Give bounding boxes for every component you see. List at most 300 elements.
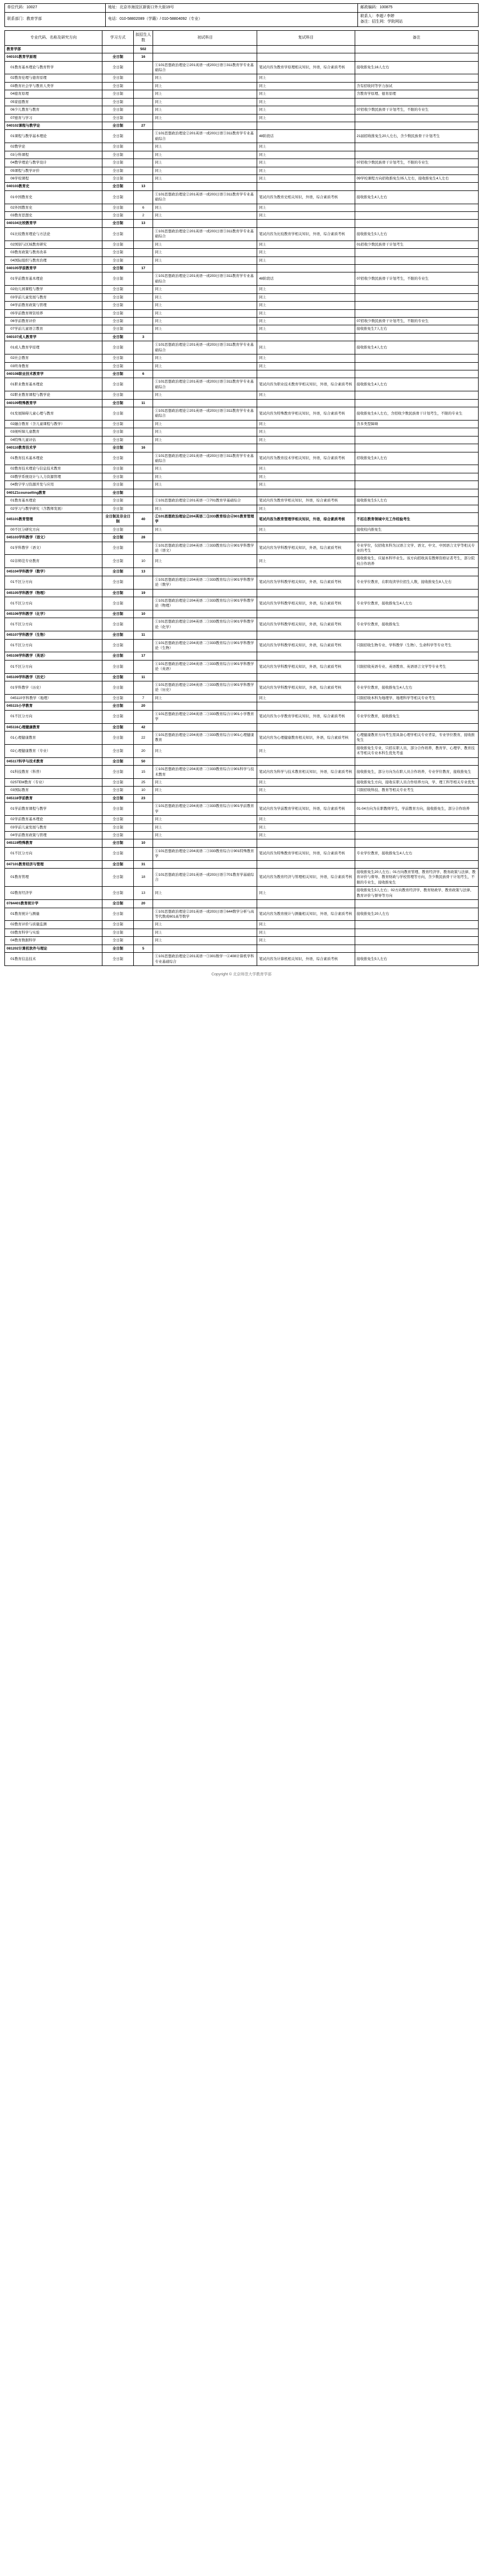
- cell-major-name: 04数字学习资源开发与应用: [5, 481, 102, 489]
- cell-major-name: 01教育信息技术: [5, 953, 102, 966]
- cell-retest-exam: 同上: [257, 887, 355, 900]
- cell-retest-exam: 笔试内容为计算机相关知识，外语，综合素质考核: [257, 953, 355, 966]
- cell-retest-exam: 笔试内容为教育统计与测量相关知识，外语，综合素质考核: [257, 908, 355, 921]
- table-row: [5, 465, 479, 473]
- cell-initial-exam: 同上: [153, 831, 257, 839]
- cell-enrollment-count: [133, 61, 153, 74]
- cell-note: [355, 473, 478, 481]
- table-row: [5, 174, 479, 182]
- table-row: [5, 82, 479, 90]
- meta-cell-postcode: [358, 4, 479, 13]
- cell-retest-exam: 同上: [257, 831, 355, 839]
- cell-initial-exam: 同上: [153, 481, 257, 489]
- cell-enrollment-count: [133, 526, 153, 533]
- cell-note: 接收推免生4人左右: [355, 378, 478, 391]
- table-row: [5, 265, 479, 272]
- table-row: [5, 732, 479, 745]
- table-row: [5, 45, 479, 53]
- cell-major-name: 02STEM教育（专业）: [5, 778, 102, 786]
- cell-major-name: 02国别与区域教育研究: [5, 241, 102, 248]
- cell-study-mode: 全日制: [102, 660, 134, 673]
- table-row: [5, 831, 479, 839]
- cell-enrollment-count: [133, 378, 153, 391]
- cell-major-name: 02非师范专业教育: [5, 555, 102, 568]
- cell-enrollment-count: [133, 362, 153, 370]
- cell-enrollment-count: [133, 929, 153, 936]
- table-row: [5, 407, 479, 421]
- cell-enrollment-count: 502: [133, 45, 153, 53]
- cell-initial-exam: 同上: [153, 241, 257, 248]
- cell-initial-exam: [153, 589, 257, 597]
- table-row: [5, 143, 479, 151]
- table-row: [5, 778, 479, 786]
- table-row: [5, 660, 479, 673]
- cell-enrollment-count: 28: [133, 534, 153, 542]
- cell-enrollment-count: [133, 823, 153, 831]
- cell-initial-exam: ①101思想政治理论②204英语二③333教育综合④901学科教学论（化学）: [153, 618, 257, 631]
- cell-study-mode: 全日制: [102, 399, 134, 407]
- cell-initial-exam: 同上: [153, 90, 257, 98]
- cell-note: 接收推免生5人左右: [355, 497, 478, 505]
- cell-initial-exam: ①101思想政治理论②201英语一或203日语③311教育学专业基础综合: [153, 190, 257, 204]
- cell-major-name: 教育学部: [5, 45, 102, 53]
- cell-retest-exam: [257, 652, 355, 660]
- cell-enrollment-count: [133, 249, 153, 256]
- cell-retest-exam: [257, 370, 355, 378]
- cell-major-name: 01发展障碍儿童心理与教育: [5, 407, 102, 421]
- cell-enrollment-count: [133, 167, 153, 174]
- cell-note: [355, 831, 478, 839]
- cell-enrollment-count: 3: [133, 333, 153, 341]
- cell-major-name: 06少儿教育与教育: [5, 106, 102, 114]
- cell-note: 专业学位教育，接收推免生: [355, 618, 478, 631]
- cell-study-mode: 全日制: [102, 436, 134, 444]
- cell-retest-exam: 笔试内容为学前教育学相关知识，外语，综合素质考核: [257, 803, 355, 816]
- cell-note: [355, 293, 478, 301]
- cell-major-name: 045103学科教学（语文）: [5, 534, 102, 542]
- cell-initial-exam: [153, 652, 257, 660]
- col-header-num: 拟招生人数: [133, 30, 153, 45]
- cell-enrollment-count: 42: [133, 723, 153, 731]
- cell-retest-exam: 笔试内容为心理健康教育相关知识，外语，综合素质考核: [257, 732, 355, 745]
- cell-enrollment-count: [133, 937, 153, 945]
- cell-enrollment-count: [133, 90, 153, 98]
- cell-study-mode: 全日制: [102, 847, 134, 860]
- cell-study-mode: 全日制: [102, 378, 134, 391]
- table-row: [5, 723, 479, 731]
- table-row: [5, 420, 479, 428]
- cell-note: [355, 937, 478, 945]
- cell-study-mode: 全日制: [102, 82, 134, 90]
- cell-initial-exam: [153, 702, 257, 710]
- cell-note: 21届招收推免生20人左右，含少数民族骨干计划考生: [355, 130, 478, 143]
- cell-initial-exam: 同上: [153, 937, 257, 945]
- cell-major-name: 045115小学教育: [5, 702, 102, 710]
- cell-note: [355, 333, 478, 341]
- cell-note: 接收校内推免生: [355, 526, 478, 533]
- cell-major-name: 081202计算机软件与理论: [5, 945, 102, 952]
- cell-enrollment-count: 10: [133, 839, 153, 847]
- cell-enrollment-count: [133, 256, 153, 264]
- cell-enrollment-count: 10: [133, 555, 153, 568]
- cell-retest-exam: [257, 610, 355, 618]
- table-row: [5, 505, 479, 512]
- cell-major-name: 01学科教学（语文）: [5, 542, 102, 555]
- cell-study-mode: 全日制: [102, 265, 134, 272]
- cell-initial-exam: [153, 444, 257, 452]
- table-row: [5, 293, 479, 301]
- cell-initial-exam: 同上: [153, 82, 257, 90]
- cell-initial-exam: 同上: [153, 823, 257, 831]
- admissions-catalog-page: [0, 0, 483, 984]
- table-row: [5, 370, 479, 378]
- cell-initial-exam: [153, 45, 257, 53]
- cell-note: 接收推免生5人左右: [355, 953, 478, 966]
- table-row: [5, 122, 479, 130]
- cell-retest-exam: [257, 723, 355, 731]
- cell-enrollment-count: [133, 576, 153, 589]
- cell-note: [355, 98, 478, 106]
- cell-study-mode: 全日制: [102, 497, 134, 505]
- cell-enrollment-count: [133, 341, 153, 354]
- cell-retest-exam: [257, 45, 355, 53]
- cell-note: [355, 929, 478, 936]
- cell-initial-exam: 同上: [153, 929, 257, 936]
- table-row: [5, 766, 479, 779]
- cell-study-mode: 全日制: [102, 354, 134, 362]
- cell-initial-exam: 同上: [153, 302, 257, 309]
- cell-initial-exam: 同上: [153, 98, 257, 106]
- table-row: [5, 354, 479, 362]
- cell-retest-exam: 同上: [257, 929, 355, 936]
- cell-enrollment-count: [133, 420, 153, 428]
- cell-study-mode: 全日制: [102, 908, 134, 921]
- cell-initial-exam: 同上: [153, 362, 257, 370]
- cell-note: 接收推免生方向，接收在职人员合作培养方向，学、理工科等相关专业优先: [355, 778, 478, 786]
- cell-note: 含多类型障碍: [355, 420, 478, 428]
- cell-study-mode: 全日制: [102, 534, 134, 542]
- cell-initial-exam: 同上: [153, 151, 257, 159]
- cell-enrollment-count: [133, 710, 153, 723]
- cell-retest-exam: [257, 589, 355, 597]
- table-row: [5, 860, 479, 868]
- cell-enrollment-count: [133, 681, 153, 695]
- cell-initial-exam: ①101思想政治理论②204英语二③333教育综合④901教育管理学: [153, 512, 257, 526]
- cell-note: 接收推免生4人左右: [355, 190, 478, 204]
- cell-major-name: 03教育社会学与教育人类学: [5, 82, 102, 90]
- cell-initial-exam: 同上: [153, 286, 257, 293]
- cell-retest-exam: 同上: [257, 420, 355, 428]
- cell-retest-exam: 笔试内容为教育学相关知识，外语，综合素质考核: [257, 497, 355, 505]
- cell-note: [355, 53, 478, 61]
- table-row: [5, 378, 479, 391]
- cell-initial-exam: 同上: [153, 887, 257, 900]
- cell-initial-exam: [153, 900, 257, 908]
- cell-note: [355, 794, 478, 802]
- table-row: [5, 953, 479, 966]
- cell-retest-exam: 同上: [257, 151, 355, 159]
- table-row: [5, 631, 479, 639]
- table-row: [5, 929, 479, 936]
- cell-study-mode: 全日制: [102, 465, 134, 473]
- cell-note: [355, 610, 478, 618]
- cell-retest-exam: 同上: [257, 204, 355, 211]
- cell-major-name: 05课程与教学评价: [5, 167, 102, 174]
- cell-enrollment-count: 11: [133, 631, 153, 639]
- cell-major-name: 01科技教育（科普）: [5, 766, 102, 779]
- cell-retest-exam: [257, 900, 355, 908]
- cell-study-mode: 全日制: [102, 204, 134, 211]
- cell-major-name: 040103教育史: [5, 183, 102, 190]
- cell-enrollment-count: 2: [133, 212, 153, 220]
- cell-study-mode: 全日制: [102, 90, 134, 98]
- cell-enrollment-count: 7: [133, 694, 153, 702]
- meta-value: 010-58802089（学籍）/ 010-58804092（专业）: [120, 17, 203, 21]
- cell-note: [355, 723, 478, 731]
- cell-enrollment-count: 15: [133, 766, 153, 779]
- cell-note: [355, 444, 478, 452]
- cell-initial-exam: 同上: [153, 317, 257, 325]
- table-row: [5, 823, 479, 831]
- cell-enrollment-count: [133, 505, 153, 512]
- cell-retest-exam: 笔试内容为学科教学相关知识，外语，综合素质考核: [257, 576, 355, 589]
- cell-study-mode: 全日制: [102, 106, 134, 114]
- meta-row: [5, 12, 479, 26]
- table-row: [5, 399, 479, 407]
- table-row: [5, 945, 479, 952]
- cell-study-mode: 全日制: [102, 227, 134, 241]
- cell-major-name: 02外国教育史: [5, 204, 102, 211]
- cell-study-mode: 全日制: [102, 391, 134, 399]
- cell-retest-exam: [257, 794, 355, 802]
- cell-study-mode: 全日制: [102, 839, 134, 847]
- cell-initial-exam: 同上: [153, 143, 257, 151]
- cell-initial-exam: 同上: [153, 816, 257, 823]
- cell-retest-exam: 笔试内容为教育技术学相关知识，外语，综合素质考核: [257, 452, 355, 465]
- cell-enrollment-count: 17: [133, 652, 153, 660]
- cell-study-mode: 全日制: [102, 341, 134, 354]
- table-row: [5, 576, 479, 589]
- meta-value: 招生网：学院网站: [372, 20, 403, 24]
- cell-note: 专业学位教育，接收推免生4人左右: [355, 597, 478, 610]
- cell-enrollment-count: [133, 82, 153, 90]
- cell-note: [355, 702, 478, 710]
- cell-study-mode: 全日制: [102, 114, 134, 122]
- cell-major-name: 040109特殊教育学: [5, 399, 102, 407]
- cell-initial-exam: ①101思想政治理论②204英语二③333教育综合④901学前教育学: [153, 803, 257, 816]
- cell-initial-exam: 同上: [153, 505, 257, 512]
- cell-major-name: 04特殊儿童评估: [5, 436, 102, 444]
- meta-cell-unit-code: [5, 4, 106, 13]
- cell-study-mode: 全日制: [102, 568, 134, 576]
- cell-note: [355, 286, 478, 293]
- table-row: [5, 183, 479, 190]
- cell-study-mode: 全日制: [102, 929, 134, 936]
- col-header-initial: 初试科目: [153, 30, 257, 45]
- cell-major-name: 01教育技术基本理论: [5, 452, 102, 465]
- cell-major-name: 04学前教育政策与管理: [5, 831, 102, 839]
- table-row: [5, 639, 479, 652]
- cell-major-name: 045109学科教学（历史）: [5, 673, 102, 681]
- cell-note: [355, 370, 478, 378]
- cell-major-name: 06学校课程: [5, 174, 102, 182]
- cell-note: 接收推免生20人左右: [355, 908, 478, 921]
- cell-major-name: 04德育原理: [5, 90, 102, 98]
- cell-retest-exam: 同上: [257, 114, 355, 122]
- cell-enrollment-count: [133, 481, 153, 489]
- contact-meta-table: [4, 3, 479, 27]
- cell-major-name: 03教学系统设计与人力资源管理: [5, 473, 102, 481]
- cell-enrollment-count: 13: [133, 220, 153, 227]
- cell-major-name: 01教育基本理论与教育哲学: [5, 61, 102, 74]
- cell-retest-exam: 同上: [257, 391, 355, 399]
- cell-initial-exam: ①101思想政治理论②204英语二③333教育综合④901心理健康教育: [153, 732, 257, 745]
- cell-note: 心理健康教育方向考生需具备心理学相关专业背景，专业学位教育，接收推免生: [355, 732, 478, 745]
- cell-note: 接收推免生7人左右: [355, 325, 478, 333]
- cell-initial-exam: 同上: [153, 428, 257, 436]
- col-header-note: 备注: [355, 30, 478, 45]
- meta-contact-person: [360, 14, 476, 20]
- cell-enrollment-count: [133, 542, 153, 555]
- cell-enrollment-count: 5: [133, 945, 153, 952]
- cell-major-name: 040110教育技术学: [5, 444, 102, 452]
- meta-remark: [360, 19, 476, 25]
- cell-initial-exam: [153, 265, 257, 272]
- table-row: [5, 757, 479, 765]
- cell-retest-exam: 同上: [257, 106, 355, 114]
- table-row: [5, 921, 479, 929]
- cell-note: 只限招收生物专业、学科教学（生物）、生命科学等专业考生: [355, 639, 478, 652]
- table-row: [5, 272, 479, 286]
- table-row: [5, 204, 479, 211]
- cell-study-mode: 全日制: [102, 732, 134, 745]
- table-row: [5, 74, 479, 82]
- cell-study-mode: 全日制: [102, 652, 134, 660]
- cell-note: 专业学位，仅招收本科为汉语言文学、语文、中文、中国语言文学等相关专业的考生: [355, 542, 478, 555]
- table-row: [5, 53, 479, 61]
- cell-initial-exam: 同上: [153, 694, 257, 702]
- cell-initial-exam: 同上: [153, 74, 257, 82]
- cell-study-mode: 全日制: [102, 921, 134, 929]
- cell-major-name: 045105学科教学（物理）: [5, 589, 102, 597]
- cell-retest-exam: 笔试内容为科学与技术教育相关知识，外语，综合素质考核: [257, 766, 355, 779]
- cell-study-mode: 全日制: [102, 325, 134, 333]
- table-row: [5, 694, 479, 702]
- cell-initial-exam: 同上: [153, 473, 257, 481]
- cell-major-name: 047101教育经济与管理: [5, 860, 102, 868]
- cell-initial-exam: 同上: [153, 921, 257, 929]
- cell-note: 07招收少数民族骨干计划考生，不限的专业生: [355, 272, 478, 286]
- cell-note: [355, 505, 478, 512]
- cell-major-name: 01教育统计与测量: [5, 908, 102, 921]
- cell-retest-exam: 笔试内容为学科教学相关知识，外语，综合素质考核: [257, 639, 355, 652]
- cell-initial-exam: [153, 860, 257, 868]
- cell-study-mode: 全日制: [102, 610, 134, 618]
- cell-retest-exam: 同上: [257, 473, 355, 481]
- meta-cell-address: [106, 4, 358, 13]
- cell-major-name: 01不区分方向: [5, 597, 102, 610]
- cell-initial-exam: ①101思想政治理论②201英语一③301数学一④408计算机学科专业基础综合: [153, 953, 257, 966]
- cell-study-mode: 全日制: [102, 293, 134, 301]
- cell-note: [355, 568, 478, 576]
- cell-study-mode: 全日制: [102, 639, 134, 652]
- cell-initial-exam: 同上: [153, 106, 257, 114]
- cell-major-name: 01不区分方向: [5, 847, 102, 860]
- cell-retest-exam: 同上: [257, 341, 355, 354]
- cell-note: [355, 167, 478, 174]
- cell-enrollment-count: 22: [133, 732, 153, 745]
- cell-enrollment-count: [133, 465, 153, 473]
- cell-study-mode: [102, 45, 134, 53]
- cell-note: [355, 816, 478, 823]
- cell-enrollment-count: [133, 227, 153, 241]
- meta-value: 北京市海淀区新街口外大街19号: [120, 6, 174, 9]
- cell-enrollment-count: 6: [133, 204, 153, 211]
- table-row: [5, 481, 479, 489]
- cell-retest-exam: 同上: [257, 362, 355, 370]
- cell-retest-exam: 笔试内容为特殊教育学相关知识，外语，综合素质考核: [257, 407, 355, 421]
- cell-initial-exam: ①101思想政治理论②201英语一或203日语③311教育学专业基础综合: [153, 61, 257, 74]
- cell-enrollment-count: [133, 452, 153, 465]
- cell-enrollment-count: 25: [133, 778, 153, 786]
- table-row: [5, 98, 479, 106]
- cell-initial-exam: 同上: [153, 325, 257, 333]
- cell-enrollment-count: 17: [133, 265, 153, 272]
- table-row: [5, 869, 479, 887]
- table-row: [5, 710, 479, 723]
- cell-major-name: 06学前教育评价: [5, 317, 102, 325]
- table-row: [5, 744, 479, 757]
- cell-note: [355, 652, 478, 660]
- cell-enrollment-count: [133, 106, 153, 114]
- cell-note: [355, 757, 478, 765]
- cell-retest-exam: [257, 220, 355, 227]
- table-row: [5, 241, 479, 248]
- cell-major-name: 040102课程与教学论: [5, 122, 102, 130]
- table-row: [5, 681, 479, 695]
- cell-study-mode: 全日制: [102, 816, 134, 823]
- cell-major-name: 01学前教育课程与教学: [5, 803, 102, 816]
- cell-note: [355, 436, 478, 444]
- cell-note: 接收推免生专业，只招在职人员，部分合作培养，教育学、心理学、教育技术等相关专业本科生优先考虑: [355, 744, 478, 757]
- table-row: [5, 816, 479, 823]
- meta-cell-department: [5, 12, 106, 26]
- cell-major-name: 05家庭教育: [5, 98, 102, 106]
- cell-major-name: 045110学科教学（地理）: [5, 694, 102, 702]
- cell-study-mode: 全日制: [102, 473, 134, 481]
- cell-major-name: 03分科课程: [5, 151, 102, 159]
- cell-initial-exam: [153, 723, 257, 731]
- meta-label: 联系人：: [360, 14, 376, 18]
- cell-enrollment-count: 6: [133, 370, 153, 378]
- cell-retest-exam: 同上: [257, 465, 355, 473]
- cell-study-mode: 全日制: [102, 174, 134, 182]
- cell-study-mode: 全日制: [102, 370, 134, 378]
- cell-study-mode: 全日制: [102, 220, 134, 227]
- cell-retest-exam: 笔试内容为特殊教育学相关知识，外语，综合素质考核: [257, 847, 355, 860]
- cell-enrollment-count: [133, 354, 153, 362]
- table-row: [5, 167, 479, 174]
- cell-initial-exam: 同上: [153, 256, 257, 264]
- cell-retest-exam: 笔试内容为学科教学相关知识，外语，综合素质考核: [257, 597, 355, 610]
- meta-label: 邮政编码：: [360, 6, 380, 9]
- table-row: [5, 794, 479, 802]
- table-row: [5, 803, 479, 816]
- cell-study-mode: 全日制: [102, 505, 134, 512]
- cell-retest-exam: 同上: [257, 816, 355, 823]
- cell-study-mode: 全日制: [102, 428, 134, 436]
- cell-initial-exam: 同上: [153, 420, 257, 428]
